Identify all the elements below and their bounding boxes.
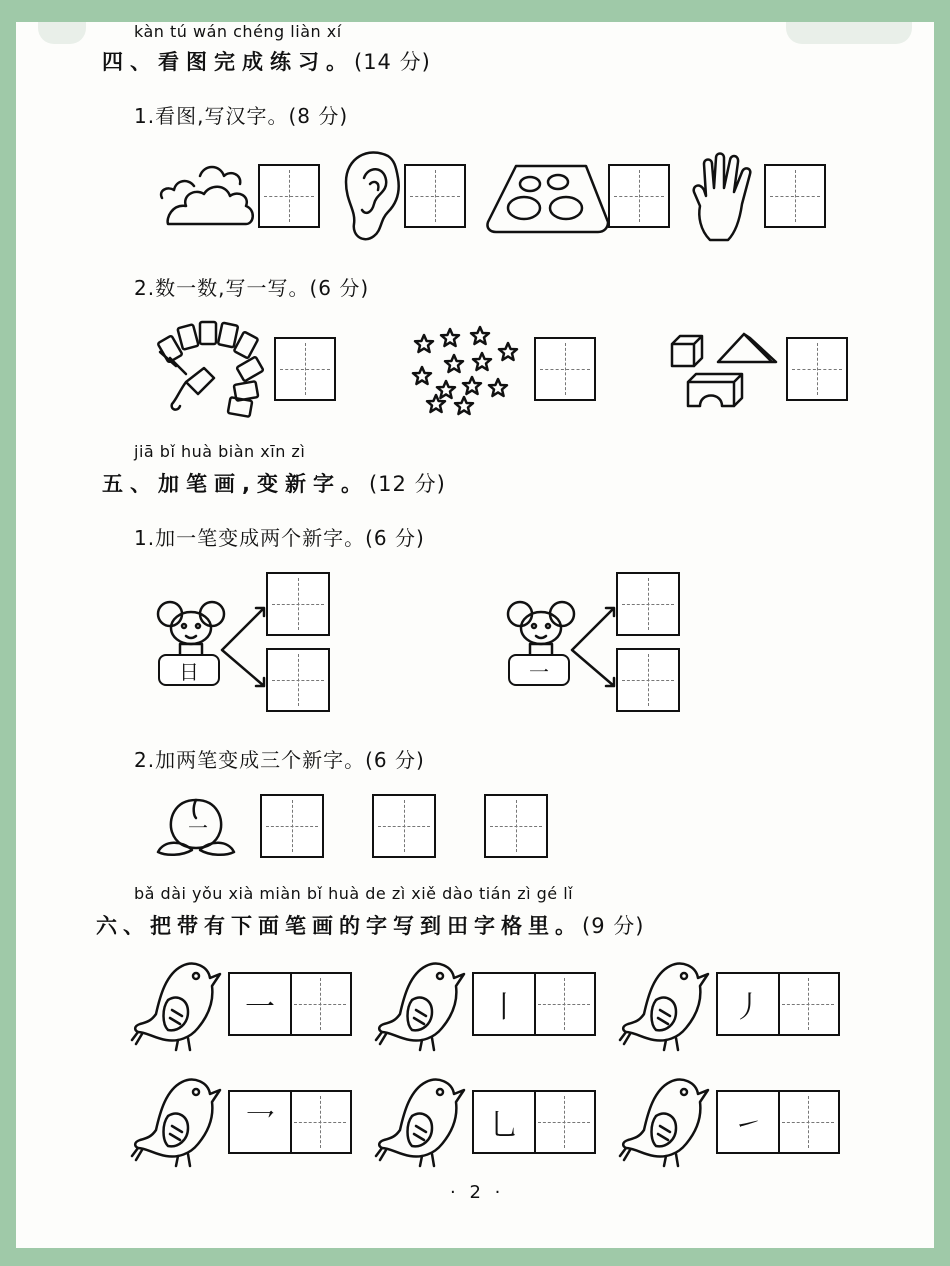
s5q2-text: 2.加两笔变成三个新字。 bbox=[134, 748, 366, 772]
stroke-box-1[interactable] bbox=[228, 972, 352, 1036]
stroke-label: 乛 bbox=[230, 1092, 292, 1152]
answer-box-peach-2[interactable] bbox=[372, 794, 436, 858]
q2-text: 2.数一数,写一写。 bbox=[134, 276, 310, 300]
section4-q2-label bbox=[134, 272, 369, 301]
section4-score: (14 分) bbox=[354, 50, 431, 74]
stroke-box-5[interactable] bbox=[472, 1090, 596, 1154]
stroke-label: ㇀ bbox=[718, 1092, 780, 1152]
section6-score: (9 分) bbox=[582, 914, 645, 938]
bird-icon bbox=[132, 1076, 230, 1170]
section4-q1-label bbox=[134, 100, 348, 129]
mouse-icon bbox=[506, 598, 576, 654]
section5-title-text: 五、加笔画,变新字。 bbox=[102, 472, 369, 496]
bird-icon bbox=[620, 1076, 718, 1170]
answer-box-ear[interactable] bbox=[404, 164, 466, 228]
q2-score: (6 分) bbox=[309, 276, 370, 300]
answer-box-blocks[interactable] bbox=[786, 337, 848, 401]
answer-box-yi-2[interactable] bbox=[616, 648, 680, 712]
section5-title bbox=[102, 468, 446, 498]
bird-icon bbox=[132, 960, 230, 1054]
bird-icon bbox=[376, 960, 474, 1054]
section4-title-text: 四、看图完成练习。 bbox=[102, 50, 354, 74]
answer-box-peach-1[interactable] bbox=[260, 794, 324, 858]
answer-grid[interactable] bbox=[290, 974, 350, 1034]
cloud-icon bbox=[160, 160, 254, 230]
bird-icon bbox=[620, 960, 718, 1054]
top-right-tab bbox=[786, 22, 912, 44]
stroke-box-2[interactable] bbox=[472, 972, 596, 1036]
stars-icon bbox=[410, 324, 522, 416]
mouse-icon bbox=[156, 598, 226, 654]
stroke-label: 丿 bbox=[718, 974, 780, 1034]
q1-text: 1.看图,写汉字。 bbox=[134, 104, 289, 128]
answer-box-stars[interactable] bbox=[534, 337, 596, 401]
answer-box-yi-1[interactable] bbox=[616, 572, 680, 636]
stroke-label: 一 bbox=[230, 974, 292, 1034]
section6-pinyin: bǎ dài yǒu xià miàn bǐ huà de zì xiě dào tián zì gé lǐ bbox=[134, 884, 574, 903]
stroke-box-6[interactable] bbox=[716, 1090, 840, 1154]
worksheet-page bbox=[16, 22, 934, 1248]
blocks-icon bbox=[668, 328, 778, 408]
stroke-box-3[interactable] bbox=[716, 972, 840, 1036]
section5-pinyin: jiā bǐ huà biàn xīn zì bbox=[134, 442, 306, 461]
section6-title-text: 六、把带有下面笔画的字写到田字格里。 bbox=[96, 914, 582, 938]
bird-icon bbox=[376, 1076, 474, 1170]
answer-box-plate[interactable] bbox=[608, 164, 670, 228]
branch-arrows-icon bbox=[570, 602, 620, 692]
answer-grid[interactable] bbox=[778, 1092, 838, 1152]
answer-grid[interactable] bbox=[534, 1092, 594, 1152]
hand-icon bbox=[690, 152, 764, 244]
stroke-box-4[interactable] bbox=[228, 1090, 352, 1154]
stroke-label: 丨 bbox=[474, 974, 536, 1034]
section5-q2-label bbox=[134, 744, 425, 773]
s5q1-text: 1.加一笔变成两个新字。 bbox=[134, 526, 366, 550]
peach-char: 一 bbox=[188, 816, 208, 840]
answer-grid[interactable] bbox=[778, 974, 838, 1034]
s5q1-score: (6 分) bbox=[365, 526, 425, 550]
section4-title bbox=[102, 46, 431, 76]
branch-arrows-icon bbox=[220, 602, 270, 692]
source-char-tag: 一 bbox=[508, 654, 570, 686]
answer-grid[interactable] bbox=[290, 1092, 350, 1152]
source-char-tag: 日 bbox=[158, 654, 220, 686]
page-number: · 2 · bbox=[450, 1182, 505, 1203]
q1-score: (8 分) bbox=[288, 104, 349, 128]
answer-box-ri-1[interactable] bbox=[266, 572, 330, 636]
section5-score: (12 分) bbox=[368, 472, 446, 496]
section5-q1-label bbox=[134, 522, 425, 551]
answer-box-cloud[interactable] bbox=[258, 164, 320, 228]
answer-box-tubes[interactable] bbox=[274, 337, 336, 401]
section4-pinyin: kàn tú wán chéng liàn xí bbox=[134, 22, 342, 41]
ear-icon bbox=[340, 150, 400, 244]
answer-grid[interactable] bbox=[534, 974, 594, 1034]
s5q2-score: (6 分) bbox=[365, 748, 425, 772]
answer-box-ri-2[interactable] bbox=[266, 648, 330, 712]
plate-icon bbox=[486, 162, 610, 234]
crayon-tubes-icon bbox=[156, 320, 266, 418]
answer-box-hand[interactable] bbox=[764, 164, 826, 228]
section6-title bbox=[96, 910, 644, 940]
top-left-tab bbox=[38, 22, 86, 44]
answer-box-peach-3[interactable] bbox=[484, 794, 548, 858]
stroke-label: 乚 bbox=[474, 1092, 536, 1152]
